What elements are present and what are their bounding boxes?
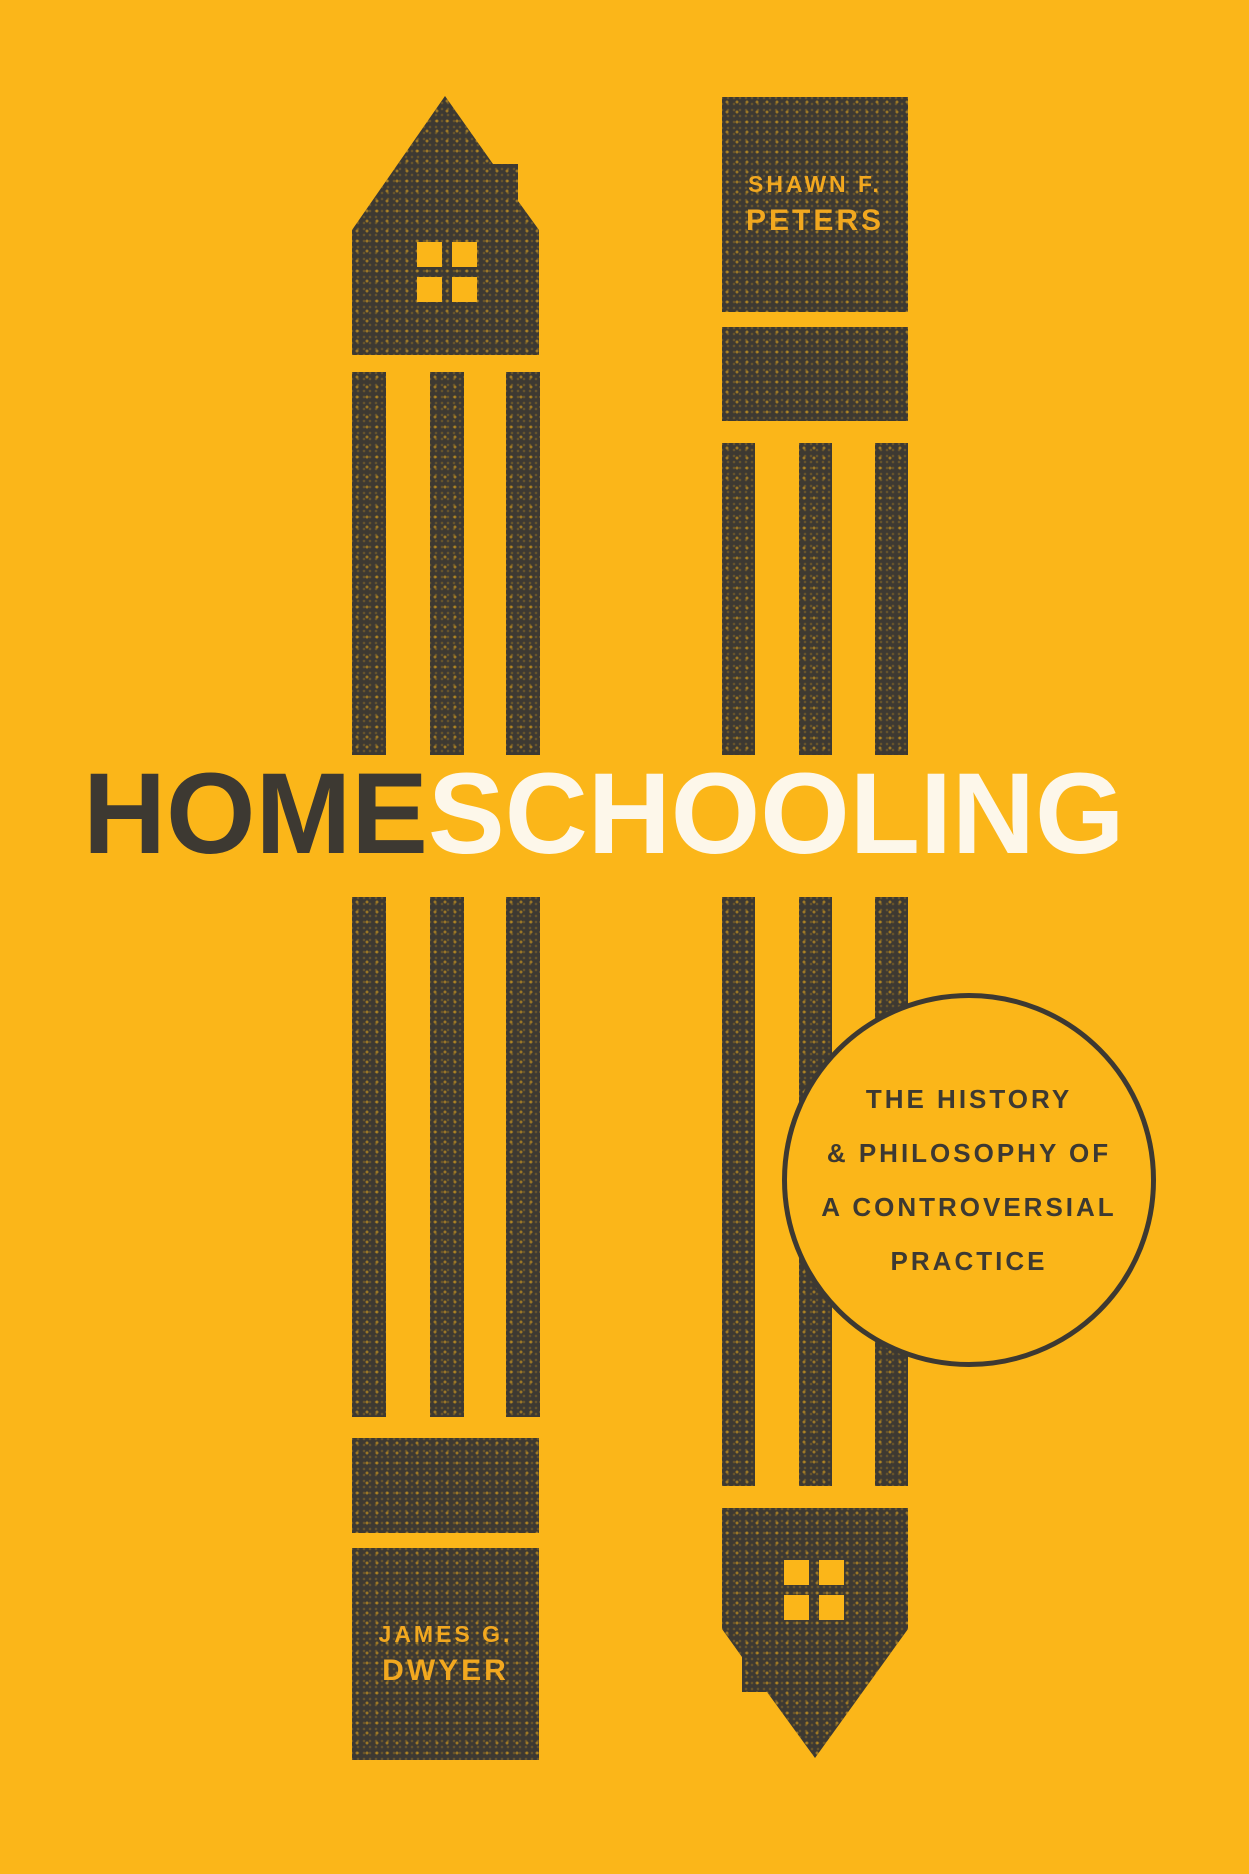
pencil-stripe (352, 372, 386, 755)
pencil-stripe (352, 897, 386, 1417)
pencil-stripe (430, 372, 464, 755)
pencil-stripe (722, 443, 755, 755)
author-first-name: JAMES G. (378, 1620, 513, 1647)
subtitle-circle-badge (782, 993, 1156, 1367)
subtitle-line: & PHILOSOPHY OF (826, 1138, 1112, 1168)
author-last-name: PETERS (745, 204, 885, 237)
author-block-bottom-left (352, 1548, 539, 1760)
title-segment-home: HOME (83, 750, 428, 878)
window-pane (452, 242, 477, 267)
author-first-name: SHAWN F. (748, 171, 882, 197)
window-pane (452, 277, 477, 302)
subtitle-line: THE HISTORY (865, 1084, 1073, 1114)
subtitle-line: A CONTROVERSIAL (821, 1192, 1117, 1222)
pencil-tip-icon (722, 1508, 908, 1758)
window-pane (417, 242, 442, 267)
pencil-band (352, 1438, 539, 1533)
pencil-stripe (430, 897, 464, 1417)
house-icon (352, 96, 539, 355)
window-pane (819, 1595, 844, 1620)
pencil-stripe (722, 897, 755, 1486)
author-last-name: DWYER (382, 1653, 509, 1687)
window-pane (417, 277, 442, 302)
pencil-stripe (799, 443, 832, 755)
window-pane (784, 1595, 809, 1620)
title-segment-schooling: SCHOOLING (428, 750, 1125, 878)
pencil-band (722, 327, 908, 421)
pencil-stripe (506, 897, 540, 1417)
pencil-stripe (506, 372, 540, 755)
window-pane (819, 1560, 844, 1585)
window-pane (784, 1560, 809, 1585)
book-title (83, 750, 1125, 878)
subtitle-line: PRACTICE (890, 1246, 1048, 1276)
window-icon (417, 242, 477, 302)
window-icon (784, 1560, 844, 1620)
author-block-top-right (722, 97, 908, 312)
pencil-stripe (875, 443, 908, 755)
